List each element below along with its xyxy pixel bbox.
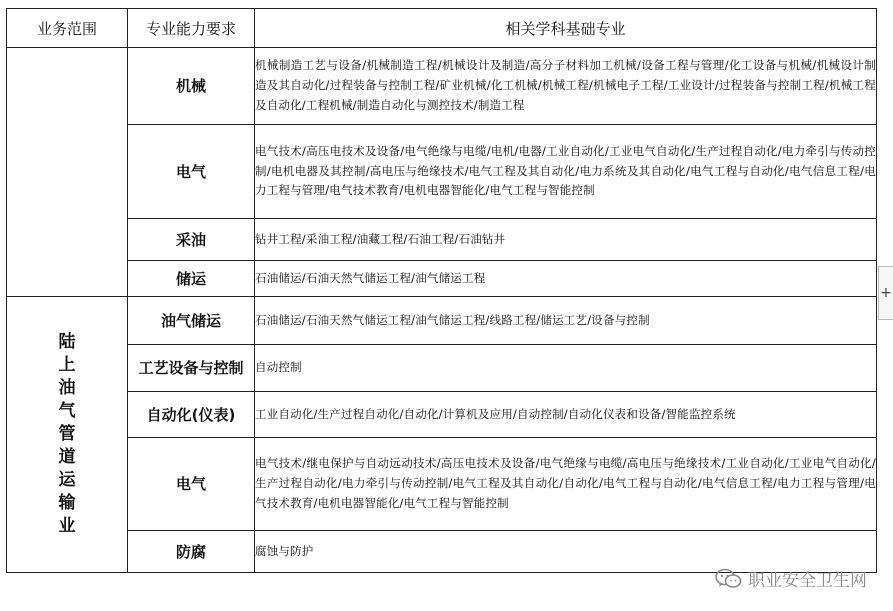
table-row (7, 125, 877, 219)
majors-cell: 电气技术/高压电技术及设备/电气绝缘与电缆/电机/电器/工业自动化/工业电气自动化/生产过程自动化/电力牵引与传动控制/电机电器及其控制/高电压与绝缘技术/电气工程及其自动化/电力系统及其自动化/电气工程与自动化/电气信息工程/电力工程与管理/电气技术教育/电机电器智能化/电气工程与智能控制 (255, 125, 877, 219)
plus-icon: + (880, 285, 892, 301)
table-row (7, 438, 877, 531)
watermark-text: 职业安全卫生网 (748, 571, 867, 591)
majors-cell: 钻井工程/采油工程/油藏工程/石油工程/石油钻井 (255, 219, 877, 261)
majors-cell: 电气技术/继电保护与自动远动技术/高压电技术及设备/电气绝缘与电缆/高电压与绝缘技术/工业自动化/工业电气自动化/生产过程自动化/电力牵引与传动控制/电气工程及其自动化/自动化/电气工程与自动化/电气信息工程/电力工程与管理/电气技术教育/电机电器智能化/电气工程与智能控制 (255, 438, 877, 531)
ability-cell: 油气储运 (128, 297, 255, 345)
requirements-table (6, 8, 877, 573)
ability-cell: 采油 (128, 219, 255, 261)
table-row (7, 48, 877, 125)
ability-cell: 机械 (128, 48, 255, 125)
majors-cell: 石油储运/石油天然气储运工程/油气储运工程 (255, 261, 877, 297)
majors-cell: 机械制造工艺与设备/机械制造工程/机械设计及制造/高分子材料加工机械/设备工程与管理/化工设备与机械/机械设计制造及其自动化/过程装备与控制工程/矿业机械/化工机械/机械工程/机械电子工程/工业设计/过程装备与控制工程/机械工程及自动化/工程机械/制造自动化与测控技术/制造工程 (255, 48, 877, 125)
table-row (7, 261, 877, 297)
ability-cell: 储运 (128, 261, 255, 297)
wechat-icon (714, 568, 742, 590)
ability-cell: 电气 (128, 125, 255, 219)
majors-cell: 腐蚀与防护 (255, 531, 877, 573)
header-ability: 专业能力要求 (128, 9, 255, 48)
table-row (7, 392, 877, 438)
table-row (7, 345, 877, 392)
majors-cell: 石油储运/石油天然气储运工程/油气储运工程/线路工程/储运工艺/设备与控制 (255, 297, 877, 345)
header-majors: 相关学科基础专业 (255, 9, 877, 48)
majors-cell: 工业自动化/生产过程自动化/自动化/计算机及应用/自动控制/自动化仪表和设备/智能监控系统 (255, 392, 877, 438)
scope-cell-2 (7, 297, 128, 573)
watermark (714, 566, 867, 591)
ability-cell: 防腐 (128, 531, 255, 573)
header-scope: 业务范围 (7, 9, 128, 48)
scope-cell-1 (7, 48, 128, 297)
scope-label: 陆上油气管道运输业 (58, 332, 76, 536)
ability-cell: 工艺设备与控制 (128, 345, 255, 392)
header-row (7, 9, 877, 48)
majors-cell: 自动控制 (255, 345, 877, 392)
ability-cell: 自动化(仪表) (128, 392, 255, 438)
table-row (7, 297, 877, 345)
ability-cell: 电气 (128, 438, 255, 531)
table-row (7, 219, 877, 261)
expand-tab[interactable] (878, 266, 893, 320)
